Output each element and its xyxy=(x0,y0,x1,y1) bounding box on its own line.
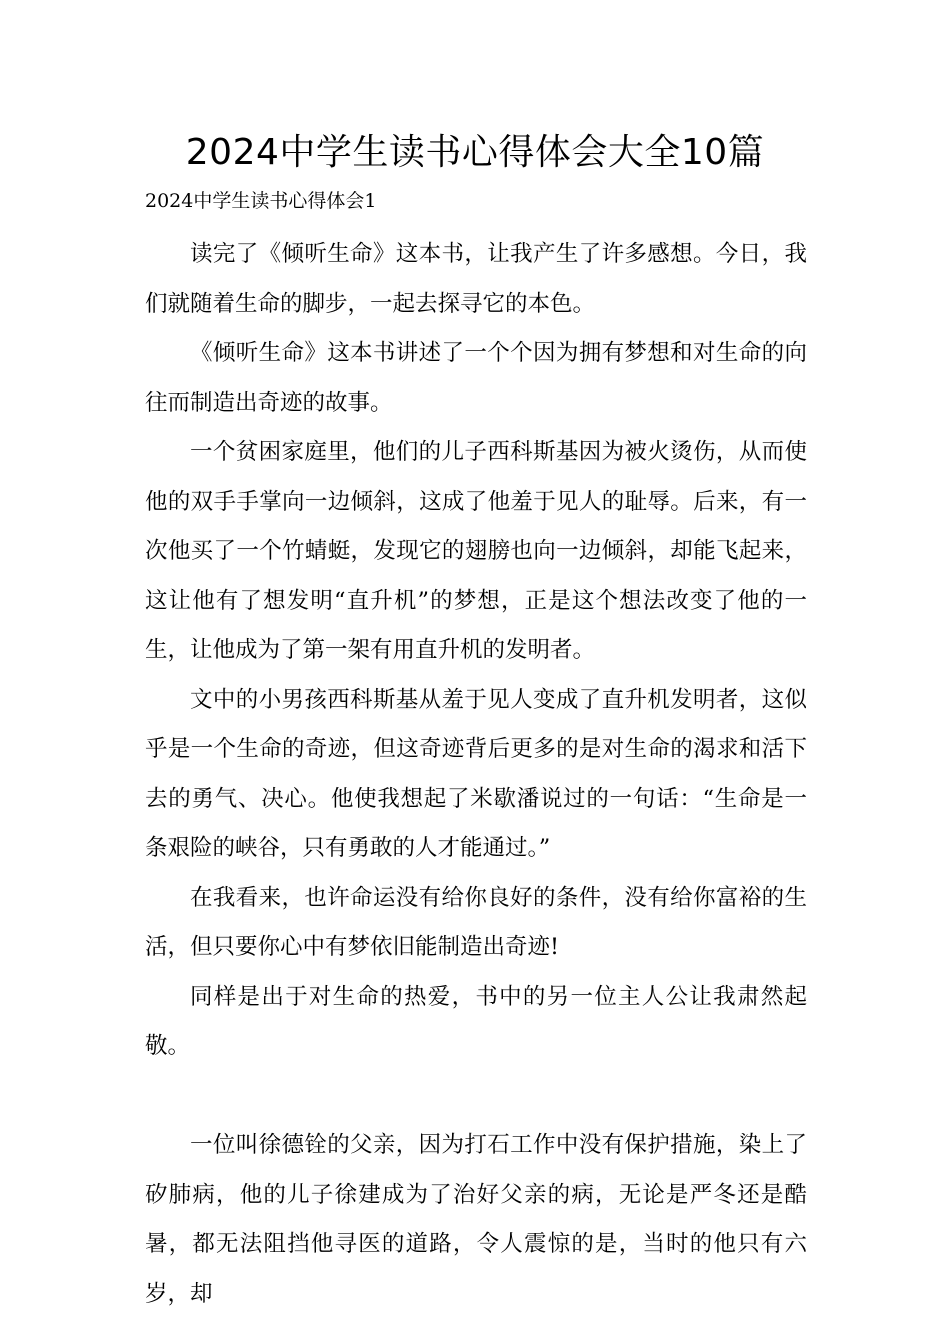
paragraph: 同样是出于对生命的热爱，书中的另一位主人公让我肃然起敬。 xyxy=(145,983,807,1059)
paragraph: 一个贫困家庭里，他们的儿子西科斯基因为被火烫伤，从而使他的双手手掌向一边倾斜，这成了他羞于见人的耻辱。后来，有一次他买了一个竹蜻蜓，发现它的翅膀也向一边倾斜，却能飞起来，这让他有了想发明“直升机”的梦想，正是这个想法改变了他的一生，让他成为了第一架有用直升机的发明者。 xyxy=(145,439,807,663)
paragraph: 读完了《倾听生命》这本书，让我产生了许多感想。今日，我们就随着生命的脚步，一起去探寻它的本色。 xyxy=(145,241,807,317)
paragraph: 《倾听生命》这本书讲述了一个个因为拥有梦想和对生命的向往而制造出奇迹的故事。 xyxy=(145,340,807,416)
document-body xyxy=(145,230,807,1319)
section-heading: 2024中学生读书心得体会1 xyxy=(145,190,377,212)
document-title: 2024中学生读书心得体会大全10篇 xyxy=(185,132,765,173)
paragraph: 文中的小男孩西科斯基从羞于见人变成了直升机发明者，这似乎是一个生命的奇迹，但这奇迹背后更多的是对生命的渴求和活下去的勇气、决心。他使我想起了米歇潘说过的一句话：“生命是一条艰险的峡谷，只有勇敢的人才能通过。” xyxy=(145,686,807,861)
paragraph: 一位叫徐德铨的父亲，因为打石工作中没有保护措施，染上了矽肺病，他的儿子徐建成为了治好父亲的病，无论是严冬还是酷暑，都无法阻挡他寻医的道路，令人震惊的是，当时的他只有六岁，却 xyxy=(145,1132,807,1307)
paragraph: 在我看来，也许命运没有给你良好的条件，没有给你富裕的生活，但只要你心中有梦依旧能制造出奇迹! xyxy=(145,884,807,960)
